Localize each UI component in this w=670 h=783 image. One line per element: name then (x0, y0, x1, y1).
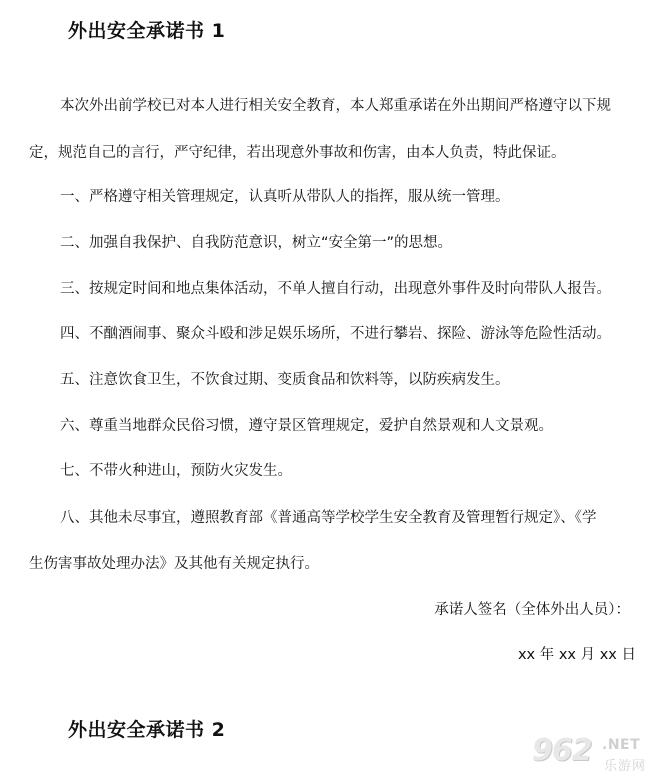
rule-item-1: 一、严格遵守相关管理规定，认真听从带队人的指挥，服从统一管理。 (60, 189, 510, 205)
rule-item-8-line-1: 八、其他未尽事宜，遵照教育部《普通高等学校学生安全教育及管理暂行规定》、《学 (60, 510, 597, 526)
signature-line: 承诺人签名（全体外出人员）： (434, 602, 630, 618)
rule-item-7: 七、不带火种进山，预防火灾发生。 (60, 463, 292, 479)
rule-item-2: 二、加强自我保护、自我防范意识，树立“安全第一”的思想。 (60, 235, 453, 251)
rule-item-5: 五、注意饮食卫生，不饮食过期、变质食品和饮料等，以防疾病发生。 (60, 372, 510, 388)
watermark-suffix: .NET (602, 737, 641, 753)
watermark-brand: 962 (532, 733, 592, 768)
rule-item-3: 三、按规定时间和地点集体活动，不单人擅自行动，出现意外事件及时向带队人报告。 (60, 281, 611, 297)
date-line: xx 年 xx 月 xx 日 (517, 647, 636, 663)
document-title-1: 外出安全承诺书 1 (68, 20, 226, 42)
rule-item-6: 六、尊重当地群众民俗习惯，遵守景区管理规定，爱护自然景观和人文景观。 (60, 418, 553, 434)
paragraph-intro-line-1: 本次外出前学校已对本人进行相关安全教育，本人郑重承诺在外出期间严格遵守以下规 (60, 98, 611, 114)
document-title-2: 外出安全承诺书 2 (68, 719, 226, 741)
site-watermark (532, 733, 664, 779)
rule-item-8-line-2: 生伤害事故处理办法》及其他有关规定执行。 (29, 556, 319, 572)
rule-item-4: 四、不酗酒闹事、聚众斗殴和涉足娱乐场所，不进行攀岩、探险、游泳等危险性活动。 (60, 326, 611, 342)
watermark-cn: 乐游网 (604, 759, 647, 774)
paragraph-intro-line-2: 定，规范自己的言行，严守纪律，若出现意外事故和伤害，由本人负责，特此保证。 (29, 145, 566, 161)
